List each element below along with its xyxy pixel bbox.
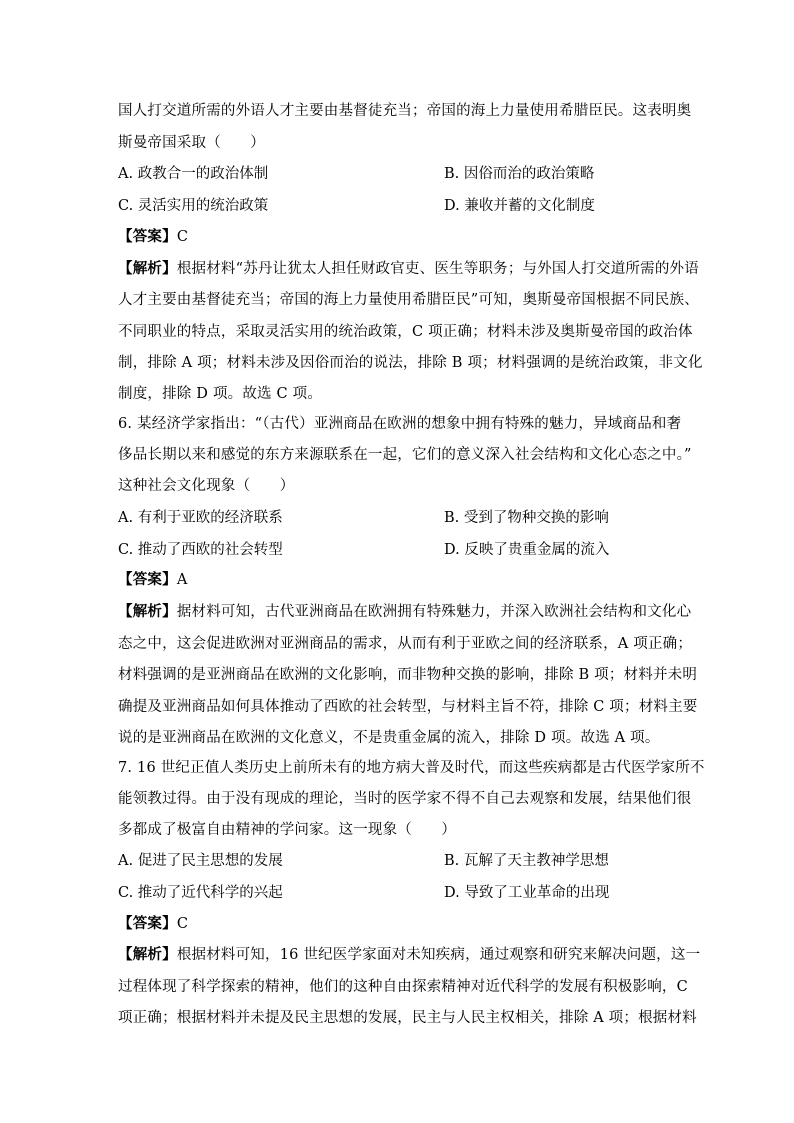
q5-stem-line-2: 斯曼帝国采取（ ） [118,135,265,151]
q7-analysis-line-3: 项正确；根据材料并未提及民主思想的发展，民主与人民主权相关，排除 A 项；根据材料 [118,1010,697,1026]
answer-label: 【答案】 [118,571,177,588]
q6-analysis-line-2: 态之中，这会促进欧洲对亚洲商品的需求，从而有利于亚欧之间的经济联系，A 项正确； [118,636,693,652]
analysis-text: 根据材料可知，16 世纪医学家面对未知疾病，通过观察和研究来解决问题，这一 [176,947,701,963]
q7-answer [118,914,678,934]
analysis-label: 【解析】 [118,603,177,620]
q6-analysis-line-4: 确提及亚洲商品如何具体推动了西欧的社会转型，与材料主旨不符，排除 C 项；材料主要 [118,699,698,715]
q7-stem-line-1: 7. 16 世纪正值人类历史上前所未有的地方病大普及时代，而这些疾病都是古代医学家所不 [118,760,705,776]
q5-answer [118,227,678,247]
analysis-text: 根据材料“苏丹让犹太人担任财政官吏、医生等职务；与外国人打交道所需的外语 [176,261,699,277]
q7-analysis-line-2: 过程体现了科学探索的精神，他们的这种自由探索精神对近代科学的发展有积极影响，C [118,979,688,995]
q7-option-d: D. 导致了工业革命的出现 [444,885,610,901]
q5-analysis-line-4: 制，排除 A 项；材料未涉及因俗而治的说法，排除 B 项；材料强调的是统治政策，非文化 [118,355,703,371]
q7-analysis-line-1 [118,945,701,965]
q7-stem-line-3: 多都成了极富自由精神的学问家。这一现象（ ） [118,822,457,838]
q7-stem-line-2: 能领教过得。由于没有现成的理论，当时的医学家不得不自己去观察和发展，结果他们很 [118,791,692,807]
q6-stem-line-2: 侈品长期以来和感觉的东方来源联系在一起，它们的意义深入社会结构和文化心态之中。” [118,447,692,463]
q5-option-a: A. 政教合一的政治体制 [118,166,269,182]
answer-label: 【答案】 [118,915,177,932]
answer-value: A [176,572,188,588]
q7-option-b: B. 瓦解了天主教神学思想 [444,853,609,869]
q6-analysis-line-5: 说的是亚洲商品在欧洲的文化意义，不是贵重金属的流入，排除 D 项。故选 A 项。 [118,730,660,746]
q7-option-a: A. 促进了民主思想的发展 [118,853,283,869]
q5-option-c: C. 灵活实用的统治政策 [118,198,269,214]
q5-analysis-line-1 [118,259,699,279]
q5-stem-line-1: 国人打交道所需的外语人才主要由基督徒充当；帝国的海上力量使用希腊臣民。这表明奥 [118,103,692,119]
q6-option-a: A. 有利于亚欧的经济联系 [118,510,283,526]
answer-label: 【答案】 [118,228,177,245]
q5-option-b: B. 因俗而治的政治策略 [444,166,595,182]
analysis-text: 据材料可知，古代亚洲商品在欧洲拥有特殊魅力，并深入欧洲社会结构和文化心 [176,604,692,620]
q6-option-c: C. 推动了西欧的社会转型 [118,542,283,558]
q6-option-d: D. 反映了贵重金属的流入 [444,542,610,558]
q6-stem-line-1: 6. 某经济学家指出：“（古代）亚洲商品在欧洲的想象中拥有特殊的魅力，异域商品和奢 [118,416,682,432]
analysis-label: 【解析】 [118,946,177,963]
answer-value: C [176,916,189,932]
q6-answer [118,570,678,590]
q5-option-d: D. 兼收并蓄的文化制度 [444,198,595,214]
q5-analysis-line-2: 人才主要由基督徒充当；帝国的海上力量使用希腊臣民”可知，奥斯曼帝国根据不同民族、 [118,292,699,308]
q5-analysis-line-5: 制度，排除 D 项。故选 C 项。 [118,386,323,402]
answer-value: C [176,229,189,245]
q6-analysis-line-1 [118,602,692,622]
q5-analysis-line-3: 不同职业的特点，采取灵活实用的统治政策，C 项正确；材料未涉及奥斯曼帝国的政治体 [118,324,693,340]
q6-option-b: B. 受到了物种交换的影响 [444,510,609,526]
q6-analysis-line-3: 材料强调的是亚洲商品在欧洲的文化影响，而非物种交换的影响，排除 B 项；材料并未明 [118,667,698,683]
q7-option-c: C. 推动了近代科学的兴起 [118,885,283,901]
analysis-label: 【解析】 [118,260,177,277]
q6-stem-line-3: 这种社会文化现象（ ） [118,478,295,494]
